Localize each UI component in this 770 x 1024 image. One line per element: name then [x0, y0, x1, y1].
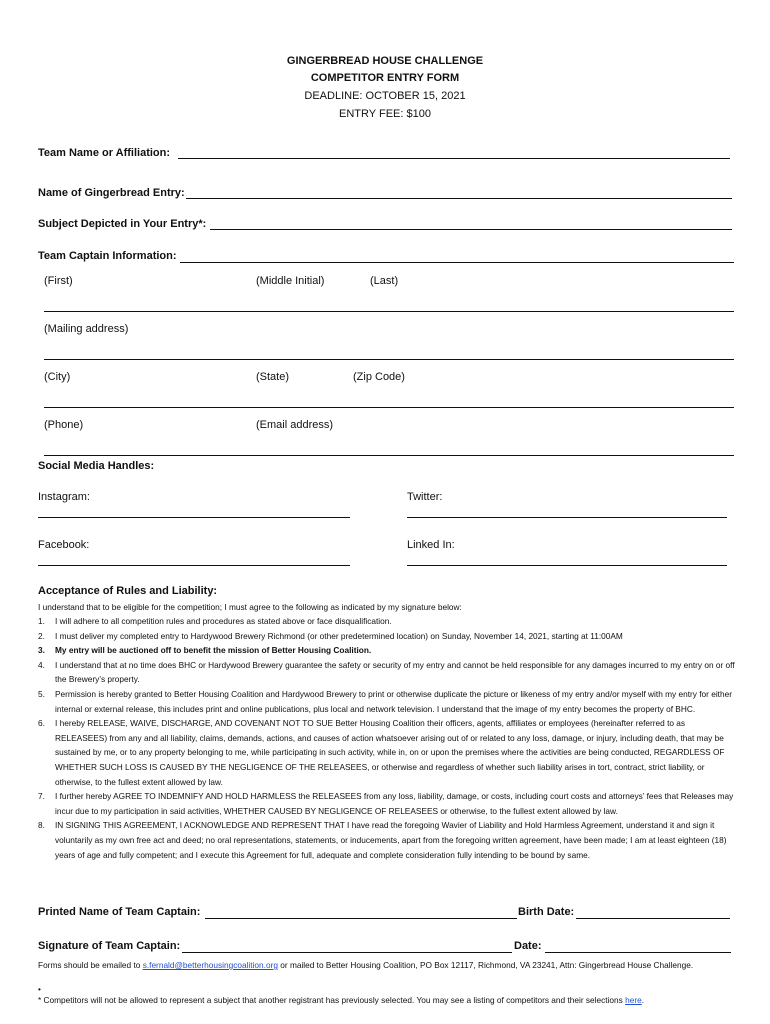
rule-number: 5.	[38, 688, 45, 699]
rules-list	[38, 614, 738, 862]
instagram-label: Instagram:	[38, 491, 90, 503]
rule-text: I understand that at no time does BHC or Hardywood Brewery guarantee the safety or security of my entry and cannot be held responsible for any damages incurred to my entry on or off the Brewery’s property.	[55, 659, 735, 685]
rule-text: I further hereby AGREE TO INDEMNIFY AND HOLD HARMLESS the RELEASEES from any loss, liability, damage, or costs, including court costs and attorneys’ fees that Releases may incur due to my participation in said activities, WHETHER CAUSED BY NEGLIGENCE OF RELEASEES or otherwise, to the fullest extent allowed by law.	[55, 791, 734, 816]
rule-number: 6.	[38, 718, 45, 729]
rule-number: 8.	[38, 820, 45, 831]
signature-label: Signature of Team Captain:	[38, 940, 181, 952]
form-subtitle: COMPETITOR ENTRY FORM	[310, 72, 460, 84]
linkedin-label: Linked In:	[407, 539, 455, 551]
footnote-text: * Competitors will not be allowed to represent a subject that another registrant has previously selected. You may see a listing of competitors and their selections	[38, 995, 626, 1005]
entry-name-field[interactable]	[186, 198, 732, 199]
form-title: GINGERBREAD HOUSE CHALLENGE	[286, 55, 484, 67]
rule-item	[38, 614, 738, 629]
footer-bullet: •	[38, 984, 41, 994]
twitter-label: Twitter:	[407, 491, 443, 503]
subject-label: Subject Depicted in Your Entry*:	[38, 218, 207, 230]
rule-text: I hereby RELEASE, WAIVE, DISCHARGE, AND COVENANT NOT TO SUE Better Housing Coalition their officers, agents, affiliates or employees (hereinafter referred to as RELEASEES) from any and all liability, claims, demands, actions, and causes of action whatsoever arising out of or related to any loss, damage, or injury, including death, that may be sustained by me, or to any property belonging to me, while participating in such activity, while in, on or upon the premises where the activities are being conducted, REGARDLESS OF WHETHER SUCH LOSS IS CAUSED BY THE NEGLIGENCE OF THE RELEASEES, or otherwise and regardless of whether such liability arises in tort, contract, strict liability, or otherwise, to the fullest extent allowed by law.	[55, 718, 725, 787]
rule-item	[38, 687, 738, 716]
rule-number: 1.	[38, 616, 45, 626]
date-label: Date:	[514, 940, 542, 952]
state-label: (State)	[256, 371, 290, 383]
footnote	[38, 993, 644, 1008]
rule-item	[38, 818, 738, 862]
name-field[interactable]	[44, 311, 734, 312]
middle-initial-label: (Middle Initial)	[256, 275, 325, 287]
phone-email-field[interactable]	[44, 455, 734, 456]
rule-item	[38, 789, 738, 818]
email-link[interactable]: s.fernald@betterhousingcoalition.org	[142, 960, 278, 970]
captain-heading: Team Captain Information:	[38, 250, 177, 262]
rule-number: 4.	[38, 659, 45, 670]
instructions-text: Forms should be emailed to	[38, 960, 143, 970]
mailing-address-label: (Mailing address)	[44, 323, 129, 335]
linkedin-field[interactable]	[407, 565, 727, 566]
team-name-field[interactable]	[178, 158, 730, 159]
rule-number: 3.	[38, 645, 45, 656]
zip-code-label: (Zip Code)	[353, 371, 405, 383]
last-name-label: (Last)	[370, 275, 399, 287]
deadline: DEADLINE: OCTOBER 15, 2021	[304, 90, 466, 102]
facebook-label: Facebook:	[38, 539, 90, 551]
phone-label: (Phone)	[44, 419, 84, 431]
rule-number: 2.	[38, 630, 45, 641]
mailing-address-field[interactable]	[44, 359, 734, 360]
city-state-zip-field[interactable]	[44, 407, 734, 408]
rule-text: I will adhere to all competition rules and procedures as stated above or face disqualification.	[55, 616, 392, 626]
birth-date-label: Birth Date:	[518, 906, 575, 918]
submission-instructions	[38, 958, 738, 973]
rules-intro: I understand that to be eligible for the competition; I must agree to the following as indicated by my signature below:	[38, 602, 462, 612]
city-label: (City)	[44, 371, 71, 383]
facebook-field[interactable]	[38, 565, 350, 566]
birth-date-field[interactable]	[576, 918, 730, 919]
instagram-field[interactable]	[38, 517, 350, 518]
rule-text: I must deliver my completed entry to Hardywood Brewery Richmond (or other predetermined location) on Sunday, November 14, 2021, starting at 11:00AM	[55, 630, 623, 641]
rule-item	[38, 629, 738, 644]
entry-name-label: Name of Gingerbread Entry:	[38, 187, 185, 199]
captain-heading-rule	[180, 262, 734, 263]
printed-name-label: Printed Name of Team Captain:	[38, 906, 201, 918]
footnote-period: .	[641, 995, 645, 1005]
subject-field[interactable]	[210, 229, 732, 230]
here-link[interactable]: here	[625, 995, 642, 1005]
rule-number: 7.	[38, 791, 45, 802]
rule-item	[38, 643, 738, 658]
rule-item	[38, 658, 738, 687]
team-name-label: Team Name or Affiliation:	[38, 147, 171, 159]
email-label: (Email address)	[256, 419, 334, 431]
rule-item	[38, 716, 738, 789]
first-name-label: (First)	[44, 275, 73, 287]
social-heading: Social Media Handles:	[38, 460, 155, 472]
rule-text: Permission is hereby granted to Better Housing Coalition and Hardywood Brewery to print or otherwise duplicate the picture or likeness of my entry and/or myself with my entry for either internal or external release, this includes print and online publications, plus local and network television. I understand that the image of my entry becomes the property of BHC.	[55, 688, 732, 714]
printed-name-field[interactable]	[205, 918, 517, 919]
entry-fee: ENTRY FEE: $100	[339, 108, 431, 120]
rules-heading: Acceptance of Rules and Liability:	[38, 585, 218, 597]
instructions-text-cont: or mailed to Better Housing Coalition, PO Box 12117, Richmond, VA 23241, Attn: Gingerbread House Challenge.	[277, 960, 694, 970]
twitter-field[interactable]	[407, 517, 727, 518]
date-field[interactable]	[545, 952, 731, 953]
rule-text: IN SIGNING THIS AGREEMENT, I ACKNOWLEDGE AND REPRESENT THAT I have read the foregoing Wavier of Liability and Hold Harmless Agreement, understand it and sign it voluntarily as my own free act and deed; no oral representations, statements, or inducements, apart from the foregoing written agreement, have been made; I am at least eighteen (18) years of age and fully competent; and I execute this Agreement for full, adequate and complete consideration fully intending to be bound by same.	[55, 820, 727, 860]
rule-text: My entry will be auctioned off to benefit the mission of Better Housing Coalition.	[55, 645, 372, 656]
signature-field[interactable]	[182, 952, 512, 953]
